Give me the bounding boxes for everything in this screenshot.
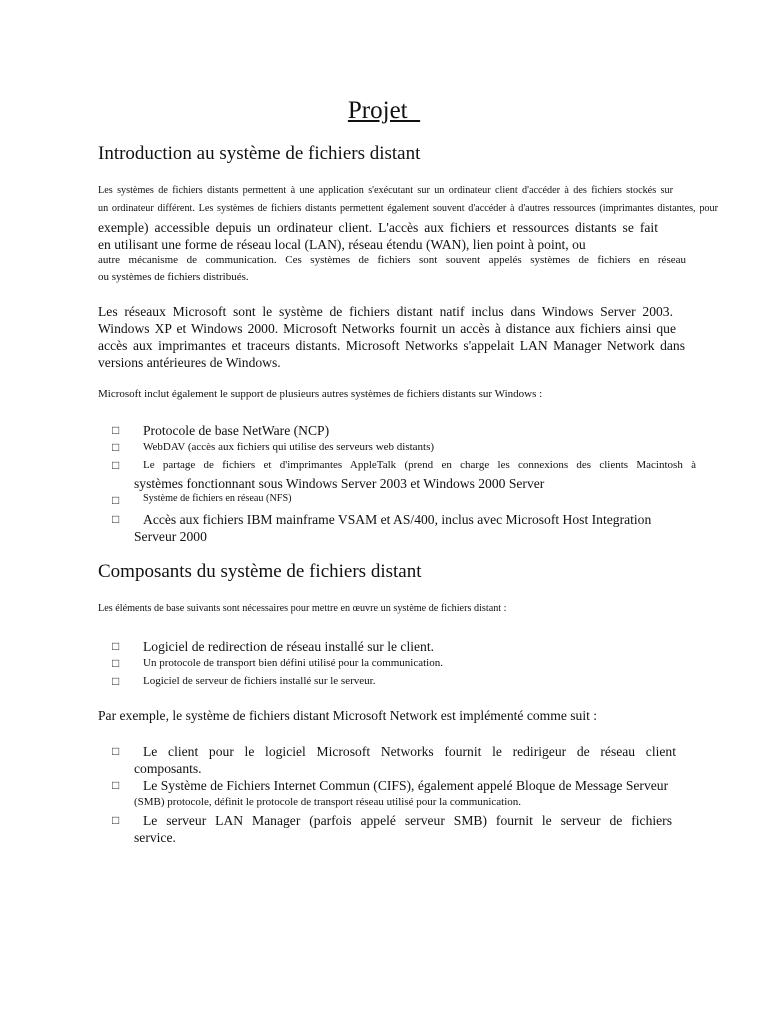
bullet-icon: □ — [112, 512, 120, 526]
list-item-continuation: systèmes fonctionnant sous Windows Server 2003 et Windows 2000 Server — [134, 476, 545, 491]
paragraph-line: exemple) accessible depuis un ordinateur client. L'accès aux fichiers et ressources distants se fait — [98, 220, 658, 235]
list-item: Accès aux fichiers IBM mainframe VSAM et AS/400, inclus avec Microsoft Host Integration — [143, 512, 652, 527]
list-item: Système de fichiers en réseau (NFS) — [143, 493, 292, 504]
paragraph-line: Les réseaux Microsoft sont le système de fichiers distant natif inclus dans Windows Server 2003. — [98, 304, 673, 319]
list-item: Le serveur LAN Manager (parfois appelé serveur SMB) fournit le serveur de fichiers — [143, 813, 672, 828]
paragraph-line: Windows XP et Windows 2000. Microsoft Networks fournit un accès à distance aux fichiers ainsi que — [98, 321, 676, 336]
bullet-icon: □ — [112, 674, 120, 688]
list-item: Le partage de fichiers et d'imprimantes AppleTalk (prend en charge les connexions des clients Macintosh à — [143, 459, 696, 471]
paragraph-line: Les éléments de base suivants sont nécessaires pour mettre en œuvre un système de fichiers distant : — [98, 603, 507, 614]
list-item: Logiciel de serveur de fichiers installé sur le serveur. — [143, 675, 376, 687]
list-item: WebDAV (accès aux fichiers qui utilise des serveurs web distants) — [143, 441, 435, 453]
paragraph-line: versions antérieures de Windows. — [98, 355, 281, 370]
bullet-icon: □ — [112, 813, 120, 827]
bullet-icon: □ — [112, 639, 120, 653]
paragraph-line: autre mécanisme de communication. Ces systèmes de fichiers sont souvent appelés systèmes de fichiers en réseau — [98, 254, 686, 266]
bullet-icon: □ — [112, 423, 120, 437]
paragraph-line: ou systèmes de fichiers distribués. — [98, 271, 249, 283]
list-item: Le Système de Fichiers Internet Commun (CIFS), également appelé Bloque de Message Serveur — [143, 778, 669, 793]
bullet-icon: □ — [112, 493, 120, 507]
list-item-continuation: service. — [134, 830, 176, 845]
paragraph-line: accès aux imprimantes et traceurs distants. Microsoft Networks s'appelait LAN Manager Network dans — [98, 338, 685, 353]
paragraph-line: en utilisant une forme de réseau local (LAN), réseau étendu (WAN), lien point à point, ou — [98, 237, 586, 252]
list-item-continuation: (SMB) protocole, définit le protocole de transport réseau utilisé pour la communication. — [134, 796, 522, 808]
bullet-icon: □ — [112, 778, 120, 792]
page-title: Projet — [347, 97, 421, 124]
list-item: Protocole de base NetWare (NCP) — [143, 423, 330, 438]
list-item: Le client pour le logiciel Microsoft Networks fournit le redirigeur de réseau client — [143, 744, 676, 759]
list-item-continuation: composants. — [134, 761, 202, 776]
list-item: Logiciel de redirection de réseau installé sur le client. — [143, 639, 435, 654]
bullet-icon: □ — [112, 656, 120, 670]
paragraph-line: Les systèmes de fichiers distants permettent à une application s'exécutant sur un ordinateur client d'accéder à des fichiers stockés sur — [98, 185, 673, 196]
paragraph-line: Microsoft inclut également le support de plusieurs autres systèmes de fichiers distants sur Windows : — [98, 388, 543, 400]
list-item: Un protocole de transport bien défini utilisé pour la communication. — [143, 657, 443, 669]
section-heading-components: Composants du système de fichiers distant — [98, 561, 422, 582]
paragraph-line: un ordinateur différent. Les systèmes de fichiers distants permettent également souvent d'accéder à d'autres ressources (imprimantes distantes, pour — [98, 203, 718, 214]
bullet-icon: □ — [112, 744, 120, 758]
paragraph-line: Par exemple, le système de fichiers distant Microsoft Network est implémenté comme suit : — [98, 708, 598, 723]
list-item-continuation: Serveur 2000 — [134, 529, 207, 544]
section-heading-introduction: Introduction au système de fichiers distant — [98, 143, 421, 164]
bullet-icon: □ — [112, 458, 120, 472]
bullet-icon: □ — [112, 440, 120, 454]
